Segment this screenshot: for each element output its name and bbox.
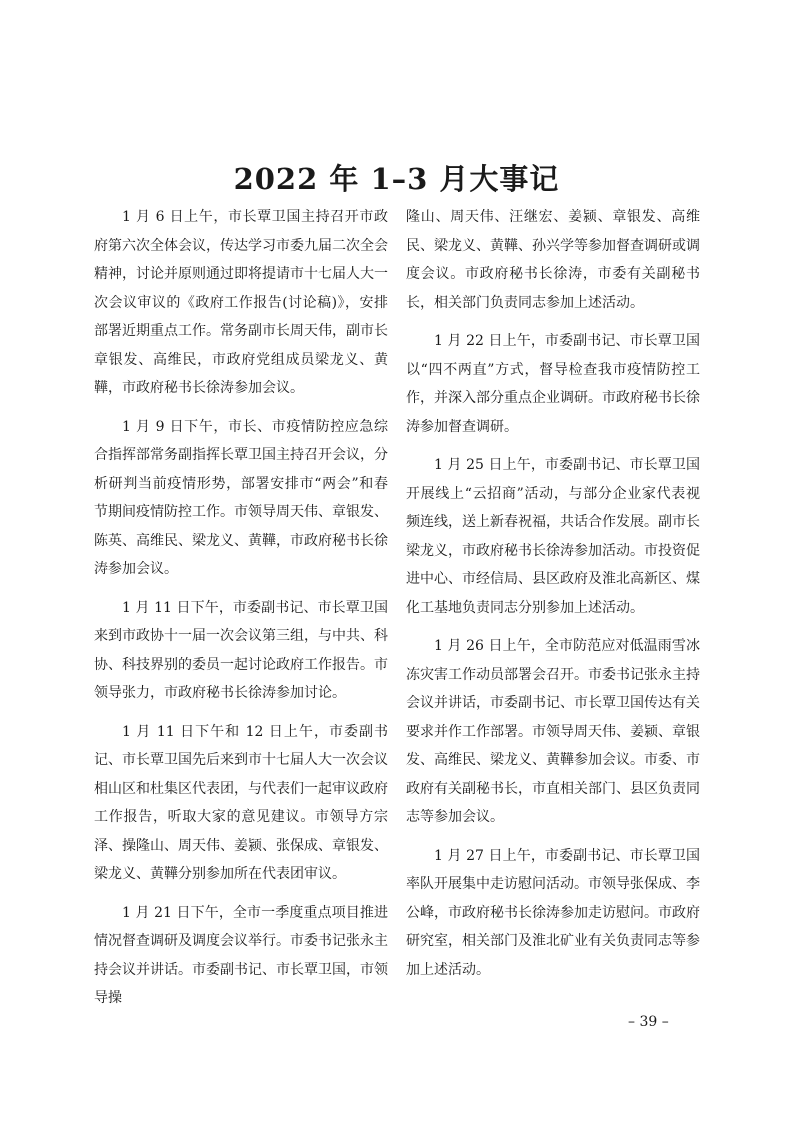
paragraph: 1 月 11 日下午和 12 日上午，市委副书记、市长覃卫国先后来到市十七届人大一次会议相山区和杜集区代表团，与代表们一起审议政府工作报告，听取大家的意见建议。市领导方宗泽、操隆山、周天伟、姜颍、张保成、章银发、梁龙义、黄鞾分别参加所在代表团审议。 [94,723,388,882]
paragraph: 1 月 9 日下午，市长、市疫情防控应急综合指挥部常务副指挥长覃卫国主持召开会议，分析研判当前疫情形势，部署安排市“两会”和春节期间疫情防控工作。市领导周天伟、章银发、陈英、高维民、梁龙义、黄鞾，市政府秘书长徐涛参加会议。 [94,418,388,577]
left-column [94,203,388,1013]
page-title: 2022 年 1–3 月大事记 [233,162,560,197]
paragraph: 1 月 11 日下午，市委副书记、市长覃卫国来到市政协十一届一次会议第三组，与中共、科协、科技界别的委员一起讨论政府工作报告。市领导张力，市政府秘书长徐涛参加讨论。 [94,599,388,701]
right-column [406,203,700,984]
paragraph-continuation: 隆山、周天伟、汪继宏、姜颍、章银发、高维民、梁龙义、黄鞾、孙兴学等参加督查调研或调度会议。市政府秘书长徐涛，市委有关副秘书长，相关部门负责同志参加上述活动。 [406,209,700,311]
paragraph: 1 月 27 日上午，市委副书记、市长覃卫国率队开展集中走访慰问活动。市领导张保成、李公峰，市政府秘书长徐涛参加走访慰问。市政府研究室，相关部门及淮北矿业有关负责同志等参加上述活动。 [406,847,700,978]
paragraph: 1 月 6 日上午，市长覃卫国主持召开市政府第六次全体会议，传达学习市委九届二次全会精神，讨论并原则通过即将提请市十七届人大一次会议审议的《政府工作报告(讨论稿)》，安排部署近期重点工作。常务副市长周天伟，副市长章银发、高维民，市政府党组成员梁龙义、黄鞾，市政府秘书长徐涛参加会议。 [94,209,388,396]
page-number: – 39 – [628,1014,669,1030]
paragraph: 1 月 25 日上午，市委副书记、市长覃卫国开展线上“云招商”活动，与部分企业家代表视频连线，送上新春祝福，共话合作发展。副市长梁龙义，市政府秘书长徐涛参加活动。市投资促进中心、市经信局、县区政府及淮北高新区、煤化工基地负责同志分别参加上述活动。 [406,457,700,616]
paragraph: 1 月 21 日下午，全市一季度重点项目推进情况督查调研及调度会议举行。市委书记张永主持会议并讲话。市委副书记、市长覃卫国，市领导操 [94,904,388,1006]
paragraph: 1 月 22 日上午，市委副书记、市长覃卫国以“四不两直”方式，督导检查我市疫情防控工作，并深入部分重点企业调研。市政府秘书长徐涛参加督查调研。 [406,333,700,435]
paragraph: 1 月 26 日上午，全市防范应对低温雨雪冰冻灾害工作动员部署会召开。市委书记张永主持会议并讲话，市委副书记、市长覃卫国传达有关要求并作工作部署。市领导周天伟、姜颍、章银发、高维民、梁龙义、黄鞾参加会议。市委、市政府有关副秘书长，市直相关部门、县区负责同志等参加会议。 [406,638,700,825]
